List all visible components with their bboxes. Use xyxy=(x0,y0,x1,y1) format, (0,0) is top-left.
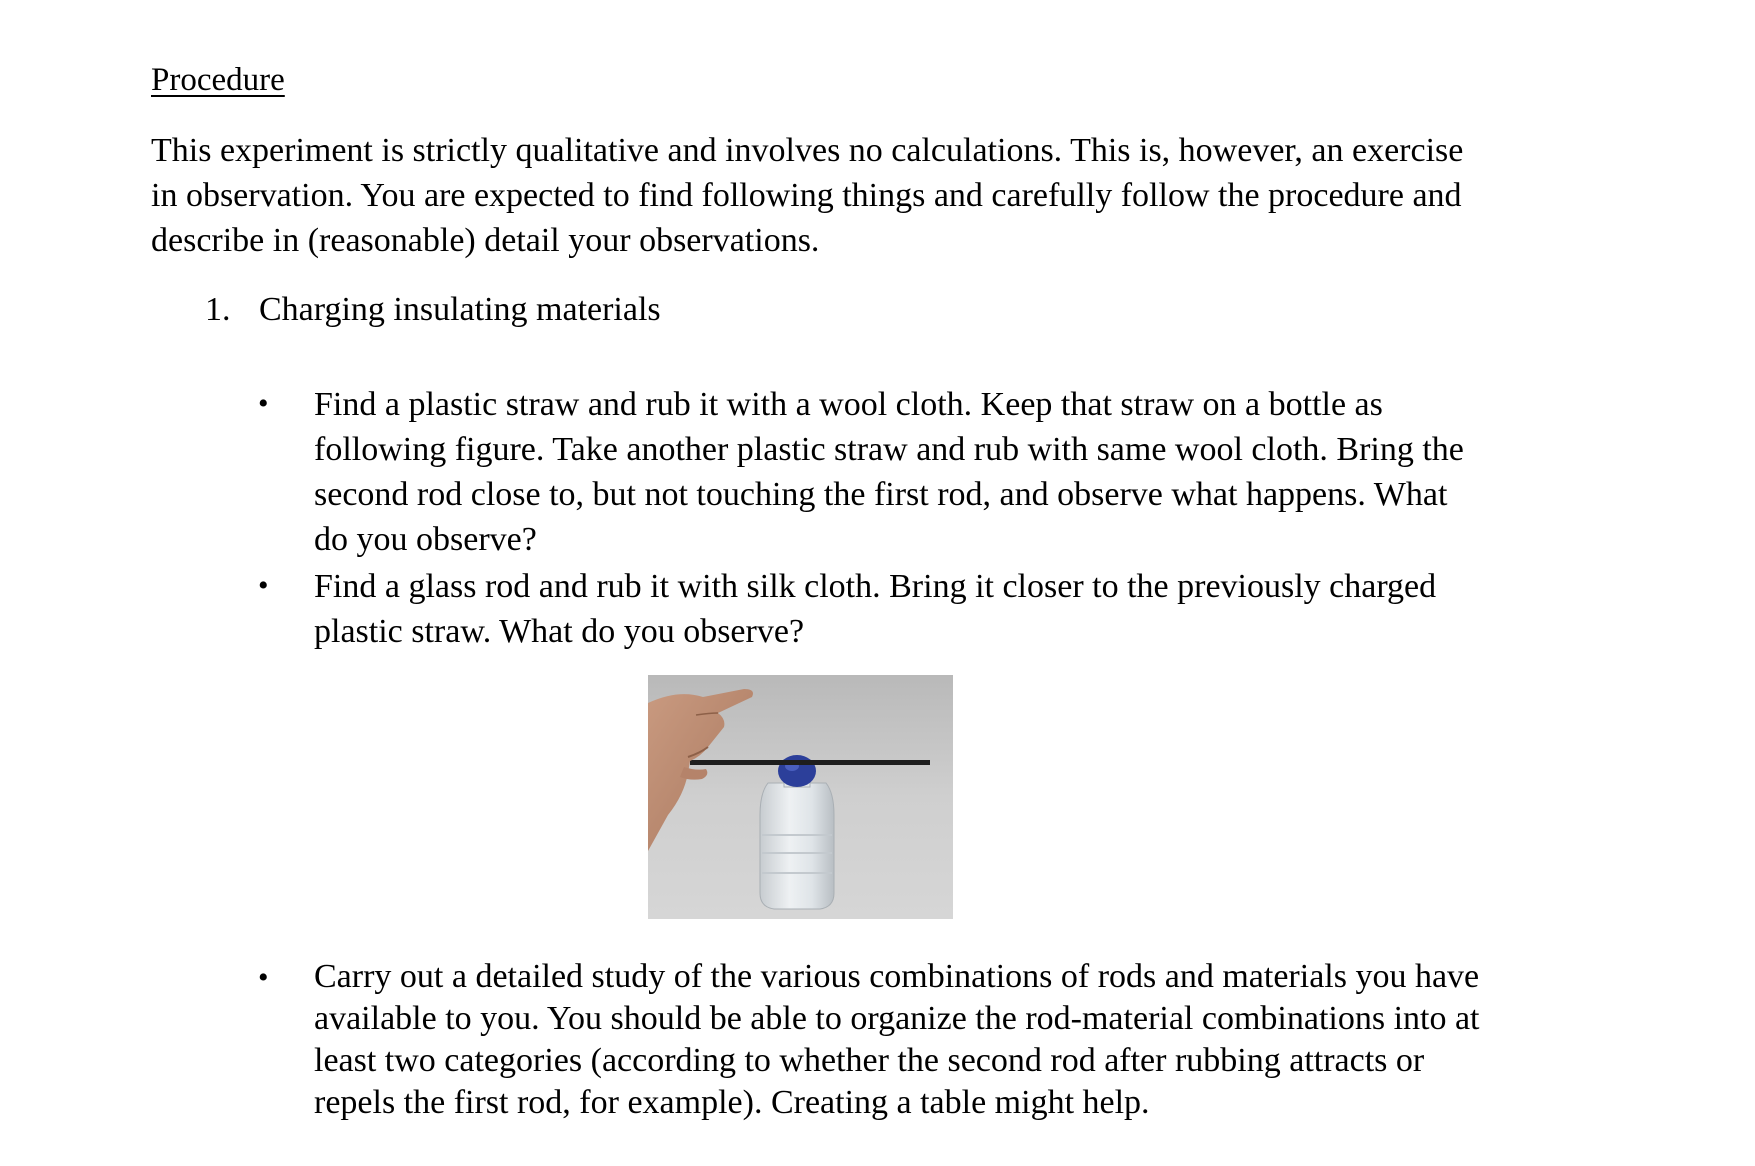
bullet-icon: • xyxy=(258,569,269,602)
bullet-line: do you observe? xyxy=(314,521,537,558)
intro-line: This experiment is strictly qualitative and involves no calculations. This is, however, an exercise xyxy=(151,132,1464,169)
bullet-item xyxy=(314,956,1614,1124)
intro-line: in observation. You are expected to find following things and carefully follow the procedure and xyxy=(151,177,1462,214)
bullet-line: least two categories (according to whether the second rod after rubbing attracts or xyxy=(314,1042,1425,1079)
bullet-line: available to you. You should be able to organize the rod-material combinations into at xyxy=(314,1000,1480,1037)
bullet-line: plastic straw. What do you observe? xyxy=(314,613,805,650)
bullet-line: following figure. Take another plastic straw and rub with same wool cloth. Bring the xyxy=(314,431,1464,468)
intro-paragraph xyxy=(151,128,1611,263)
section-title: Charging insulating materials xyxy=(259,291,661,328)
bullet-icon: • xyxy=(258,387,269,420)
bullet-item xyxy=(314,564,1614,654)
bullet-line: Find a plastic straw and rub it with a wool cloth. Keep that straw on a bottle as xyxy=(314,386,1383,423)
list-number: 1. xyxy=(205,291,231,328)
bullet-icon: • xyxy=(258,961,269,994)
intro-line: describe in (reasonable) detail your observations. xyxy=(151,222,820,259)
bullet-item xyxy=(314,382,1614,562)
procedure-heading: Procedure xyxy=(151,62,285,98)
straw-on-bottle-photo xyxy=(648,675,953,919)
bullet-line: Find a glass rod and rub it with silk cloth. Bring it closer to the previously charged xyxy=(314,568,1437,605)
bullet-line: Carry out a detailed study of the various combinations of rods and materials you have xyxy=(314,958,1480,995)
bullet-line: second rod close to, but not touching the first rod, and observe what happens. What xyxy=(314,476,1448,513)
bullet-line: repels the first rod, for example). Creating a table might help. xyxy=(314,1084,1150,1121)
